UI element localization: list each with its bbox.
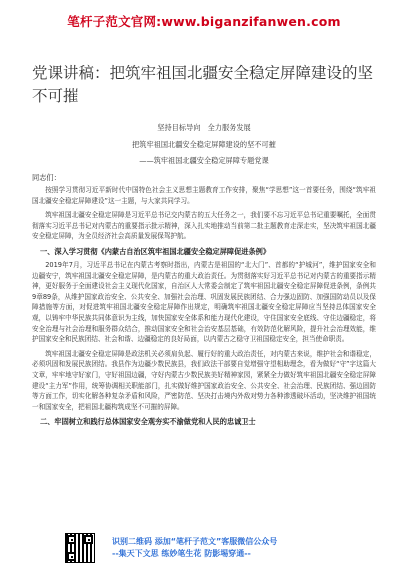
greeting: 同志们： <box>32 173 61 182</box>
footer-line-2: --集天下文思 练妙笔生花 防影埸穿通-- <box>112 549 251 558</box>
footer-text <box>112 536 352 560</box>
paragraph-2: 筑牢祖国北疆安全稳定屏障是习近平总书记交内蒙古的五大任务之一，我们要不忘习近平总书记重要嘱托，全面贯彻落实习近平总书记对内蒙古的重要指示批示精神，深入扎实地推动当前第二批主题教育走深走实，坚决筑牢祖国北疆安全稳定屏障，为全员经济社会高质量发展保驾护航。 <box>32 211 376 241</box>
banner-text[interactable]: 笔杆子范文官网:www.biganzifanwen.com <box>67 14 341 29</box>
section-heading-2: 二、牢固树立和践行总体国家安全观夯实不渝做党和人民的忠诚卫士 <box>40 417 256 427</box>
qr-code-icon[interactable] <box>65 533 95 563</box>
subtitle-motto: 坚持目标导向 全力服务发展 <box>157 123 251 132</box>
section-heading-1: 一、深入学习贯彻《内蒙古自治区筑牢祖国北疆安全稳定屏障促进条例》 <box>40 246 271 256</box>
paragraph-4: 筑牢祖国北疆安全稳定屏障是政法机关必须肩负起、履行好的重大政治责任，对内蒙古来说，维护社会和谐稳定，必须巩固和发展民族团结。我县作为边疆少数民族县，我们政法干部要自觉增强守望相助理念，看为做好“守”字这篇大文章，牢牢地守好家门，守好祖国边疆，守好内蒙古少数民族美好精神家园，紧紧全力做好筑牢祖国北疆安全稳定屏障建设“主力军”作用，统筹协调相关职能部门，扎实做好维护国家政治安全、公共安全、社会治理、民族团结、强边固防等方面工作，切实化解各种复杂矛盾和风险，严密防范、坚决打击境内外敌对势力各种渗透破坏活动，坚决维护祖国统一和国家安全，把祖国北疆构筑成坚不可摧的屏障。 <box>32 349 376 411</box>
subtitle-topic: 把筑牢祖国北疆安全稳定屏障建设的坚不可摧 <box>132 140 276 149</box>
site-banner <box>0 0 408 42</box>
footer-line-1: 识别二维码 添加“笔杆子范文”客服微信公众号 <box>112 537 278 546</box>
document-title: 党课讲稿：把筑牢祖国北疆安全稳定屏障建设的坚不可摧 <box>32 64 374 105</box>
paragraph-3: 2019年7月，习近平总书记在内蒙古考察时指出，内蒙古是祖国的“北大门”、首都的“护城河”，维护国家安全和边疆安宁，筑牢祖国北疆安全稳定屏障，是内蒙古的重大政治责任。为贯彻落实好习近平总书记对内蒙古的重要指示精神，更好服务于全面建设社会主义现代化国家，自治区人大常委会制定了筑牢祖国北疆安全稳定屏障促进条例，条例共9章89条，从维护国家政治安全、公共安全、加强社会治理、巩固发展民族团结、合力强边固防、加强国防动员以及保障措施等方面，对促进筑牢祖国北疆安全稳定屏障作出规定，明确筑牢祖国北疆安全稳定屏障应当坚持总体国家安全观，以铸牢中华民族共同体意识为主线，加快国家安全体系和能力现代化建设，守住国家安全底线、守住边疆稳定，将安全治理与社会治理和服务群众结合，推动国家安全和社会治安基层基础，有效防范化解风险，提升社会治理效能，维护国家安全和民族团结、社会和谐、边疆稳定的良好局面，以内蒙古之稳守卫祖国稳定安全，担当使命职责。 <box>32 260 376 344</box>
paragraph-1: 按照学习贯彻习近平新时代中国特色社会主义思想主题教育工作安排，聚焦“学思想”这一首要任务，围绕“筑牢祖国北疆安全稳定屏障建设”这一主题，与大家共同学习。 <box>32 186 376 205</box>
document-body <box>32 62 376 430</box>
subtitle-series: ——筑牢祖国北疆安全稳定屏障专题党课 <box>139 156 269 165</box>
footer-promo <box>0 520 408 580</box>
